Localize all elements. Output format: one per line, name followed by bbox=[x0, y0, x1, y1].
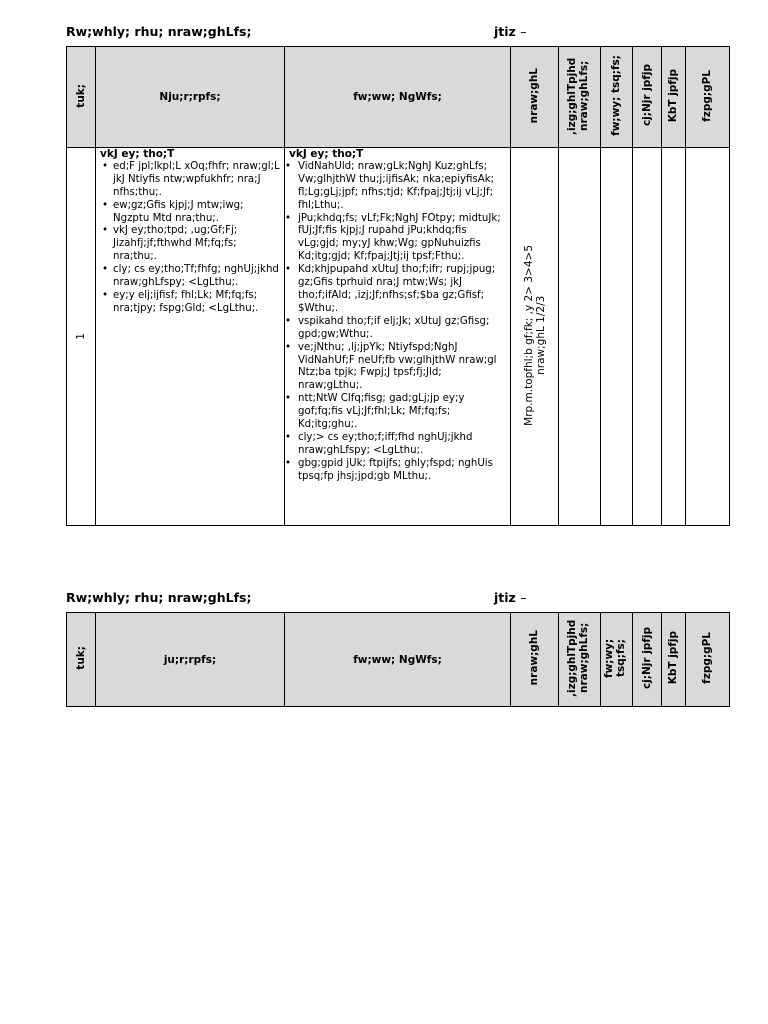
table-header-row bbox=[67, 613, 730, 707]
details-cell bbox=[285, 148, 511, 526]
self-eval-cell bbox=[633, 148, 662, 526]
header-learning-tools: fw;wy; tsq;fs; bbox=[601, 47, 633, 148]
header-activity: nraw;ghL bbox=[511, 47, 559, 148]
table-header-row bbox=[67, 47, 730, 148]
header-learning-tools: fw;wy; tsq;fs; bbox=[601, 613, 633, 707]
list-item: • ey;y elj;ijfisf; fhl;Lk; Mf;fq;fs; nra;tjpy; fspg;Gld; <LgLthu;. bbox=[100, 290, 281, 316]
period-text: jtiz bbox=[494, 590, 516, 605]
header-details: fw;ww; NgWfs; bbox=[285, 613, 511, 707]
header-done-date: KbT jpfjp bbox=[662, 47, 686, 148]
header-sno: tuk; bbox=[67, 613, 96, 707]
header-activity: nraw;ghL bbox=[511, 613, 559, 707]
plan-table-2 bbox=[66, 612, 730, 707]
list-item: • ve;jNthu; ,lj;jpYk; Ntiyfspd;NghJ VidNahUf;F neUf;fb vw;glhjthW nraw;gl Ntz;ba tpjk; Fwpj;J tpsf;fj;Jld; nraw;gLthu;. bbox=[289, 342, 507, 394]
header-self-eval: cj;Njr jpfjp bbox=[633, 613, 662, 707]
list-item: • gbg;gpid jUk; ftpijfs; ghly;fspd; nghUis tpsq;fp jhsj;jpd;gb MLthu;. bbox=[289, 458, 507, 484]
period-text: jtiz bbox=[494, 24, 516, 39]
section-title: Rw;whly; rhu; nraw;ghLfs; bbox=[66, 590, 252, 605]
goals-title: vkJ ey; tho;T bbox=[100, 148, 175, 160]
list-item: • vkJ ey;tho;tpd; ,ug;Gf;Fj; Jizahfj;jf;fthwhd Mf;fq;fs; nra;thu;. bbox=[100, 225, 281, 264]
header-integrated: ,izg;ghlTpjhd nraw;ghLfs; bbox=[559, 47, 601, 148]
period-label bbox=[494, 24, 526, 39]
list-item: • ntt;NtW Clfq;fisg; gad;gLj;jp ey;y gof;fq;fis vLj;Jf;fhl;Lk; Mf;fq;fs; Kd;itg;ghu;. bbox=[289, 393, 507, 432]
list-item: • VidNahUld; nraw;gLk;NghJ Kuz;ghLfs; Vw;glhjthW thu;j;ijfisAk; nka;epiyfisAk; fl;Lg;gLj;jpf; nfhs;tjd; Kf;fpaj;Jtj;ij vLj;Jf; fhl;Lthu;. bbox=[289, 161, 507, 213]
learning-tools-cell bbox=[601, 148, 633, 526]
list-item: • cly;> cs ey;tho;f;iff;fhd nghUj;jkhd nraw;ghLfspy; <LgLthu;. bbox=[289, 432, 507, 458]
list-item: • ed;F jpl;lkpl;L xOq;fhfr; nraw;gl;L jkJ Ntiyfis ntw;wpfukhfr; nra;J nfhs;thu;. bbox=[100, 161, 281, 200]
activity-cell bbox=[511, 148, 559, 526]
section-heading bbox=[66, 24, 729, 42]
remarks-cell bbox=[686, 148, 730, 526]
list-item: • Kd;khjpupahd xUtuJ tho;f;ifr; rupj;jpug; gz;Gfis tprhuid nra;J mtw;Ws; jkJ tho;f;ifAld; ,izj;Jf;nfhs;sf;$ba gz;Gfisf; $Wthu;. bbox=[289, 264, 507, 316]
header-integrated: ,izg;ghlTpjhd nraw;ghLfs; bbox=[559, 613, 601, 707]
list-item: • jPu;khdq;fs; vLf;Fk;NghJ FOtpy; midtuJk; fUj;Jf;fis kjpj;J rupahd jPu;khdq;fis vLg;gjd; my;yJ khw;Wg; gpNuhuizfis Kd;itg;gjd; Kf;fpaj;Jtj;ij tpsf;Fthu;. bbox=[289, 213, 507, 265]
done-date-cell bbox=[662, 148, 686, 526]
header-done-date: KbT jpfjp bbox=[662, 613, 686, 707]
activity-text: Mrp.m.topfhl;b gf;fk; ,y 2> 3>4>5 nraw;ghL 1/2/3 bbox=[522, 244, 547, 426]
period-dash: – bbox=[520, 590, 527, 605]
details-list bbox=[289, 161, 507, 484]
header-goals: ju;r;rpfs; bbox=[96, 613, 285, 707]
goals-list bbox=[100, 161, 281, 316]
goals-cell bbox=[96, 148, 285, 526]
period-label bbox=[494, 590, 526, 605]
header-details: fw;ww; NgWfs; bbox=[285, 47, 511, 148]
list-item: • vspikahd tho;f;if elj;Jk; xUtuJ gz;Gfisg; gpd;gw;Wthu;. bbox=[289, 316, 507, 342]
table-row bbox=[67, 148, 730, 526]
header-remarks: fzpg;gPL bbox=[686, 613, 730, 707]
header-remarks: fzpg;gPL bbox=[686, 47, 730, 148]
plan-table-1 bbox=[66, 46, 730, 526]
header-self-eval: cj;Njr jpfjp bbox=[633, 47, 662, 148]
section-title: Rw;whly; rhu; nraw;ghLfs; bbox=[66, 24, 252, 39]
details-title: vkJ ey; tho;T bbox=[289, 148, 364, 160]
row-sno: 1 bbox=[67, 148, 96, 526]
list-item: • cly; cs ey;tho;Tf;fhfg; nghUj;jkhd nraw;ghLfspy; <LgLthu;. bbox=[100, 264, 281, 290]
list-item: • ew;gz;Gfis kjpj;J mtw;iwg; Ngzptu Mtd nra;thu;. bbox=[100, 200, 281, 226]
header-sno: tuk; bbox=[67, 47, 96, 148]
integrated-cell bbox=[559, 148, 601, 526]
header-goals: Nju;r;rpfs; bbox=[96, 47, 285, 148]
section-heading bbox=[66, 590, 729, 608]
period-dash: – bbox=[520, 24, 527, 39]
